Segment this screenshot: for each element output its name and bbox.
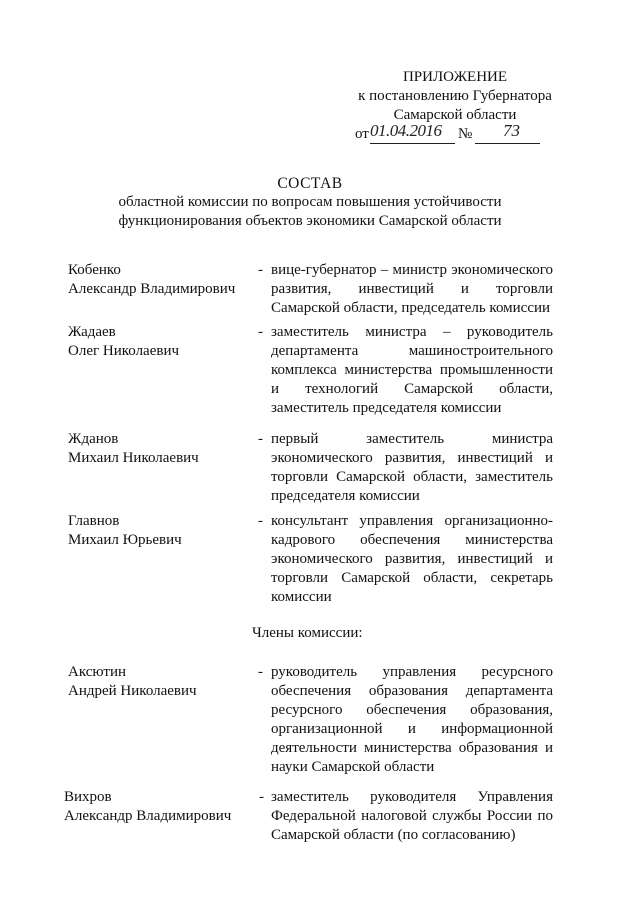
- member-name: [68, 323, 253, 361]
- member-position: заместитель руководителя Управления Федеральной налоговой службы России по Самарской области (по согласованию): [271, 789, 553, 843]
- order-date-handwritten: 01.04.2016: [370, 121, 442, 140]
- member-position: консультант управления организационно-кадрового обеспечения министерства экономического развития, инвестиций и торговли Самарской области, секретарь комиссии: [271, 513, 553, 605]
- members-section-title: Члены комиссии:: [252, 625, 363, 641]
- member-position: заместитель министра – руководитель департамента машиностроительного комплекса министерства промышленности и технологий Самарской области, заместитель председателя комиссии: [271, 324, 553, 416]
- number-underline: [475, 143, 540, 144]
- order-number-sign: №: [458, 126, 473, 142]
- member-given-name: Михаил Юрьевич: [68, 532, 182, 548]
- member-position: первый заместитель министра экономического развития, инвестиций и торговли Самарской области, заместитель председателя комиссии: [271, 431, 553, 504]
- member-surname: Аксютин: [68, 664, 127, 680]
- member-name: [64, 788, 254, 826]
- member-surname: Кобенко: [68, 262, 121, 278]
- member-name: [68, 663, 253, 701]
- order-ot-label: от: [355, 126, 369, 142]
- member-given-name: Олег Николаевич: [68, 343, 180, 359]
- entry-dash: -: [258, 513, 263, 529]
- member-surname: Главнов: [68, 513, 120, 529]
- member-surname: Жадаев: [68, 324, 116, 340]
- entry-dash: -: [258, 262, 263, 278]
- appendix-line-2: Самарской области: [393, 107, 517, 123]
- date-underline: [370, 143, 455, 144]
- document-heading: [60, 174, 560, 231]
- member-name: [68, 430, 253, 468]
- member-surname: Вихров: [64, 789, 112, 805]
- entry-dash: -: [259, 789, 264, 805]
- appendix-block: [340, 68, 570, 145]
- member-position: вице-губернатор – министр экономического развития, инвестиций и торговли Самарской области, председатель комиссии: [271, 262, 553, 316]
- appendix-title: ПРИЛОЖЕНИЕ: [402, 69, 508, 85]
- entry-dash: -: [258, 664, 263, 680]
- member-given-name: Михаил Николаевич: [68, 450, 199, 466]
- entry-dash: -: [258, 431, 263, 447]
- appendix-line-1: к постановлению Губернатора: [358, 88, 552, 104]
- order-number-handwritten: 73: [503, 121, 520, 140]
- member-given-name: Андрей Николаевич: [68, 683, 197, 699]
- heading-line-2: функционирования объектов экономики Самарской области: [118, 213, 502, 229]
- member-name: [68, 512, 253, 550]
- member-position: руководитель управления ресурсного обеспечения образования департамента ресурсного обеспечения образования, организационной и информационной деятельности министерства образования и науки Самарской области: [271, 664, 553, 775]
- order-reference: [340, 121, 570, 145]
- heading-line-1: областной комиссии по вопросам повышения устойчивости: [118, 194, 502, 210]
- member-name: [68, 261, 253, 299]
- member-surname: Жданов: [68, 431, 119, 447]
- member-given-name: Александр Владимирович: [68, 281, 236, 297]
- heading-title: СОСТАВ: [277, 175, 343, 192]
- entry-dash: -: [258, 324, 263, 340]
- member-given-name: Александр Владимирович: [64, 808, 232, 824]
